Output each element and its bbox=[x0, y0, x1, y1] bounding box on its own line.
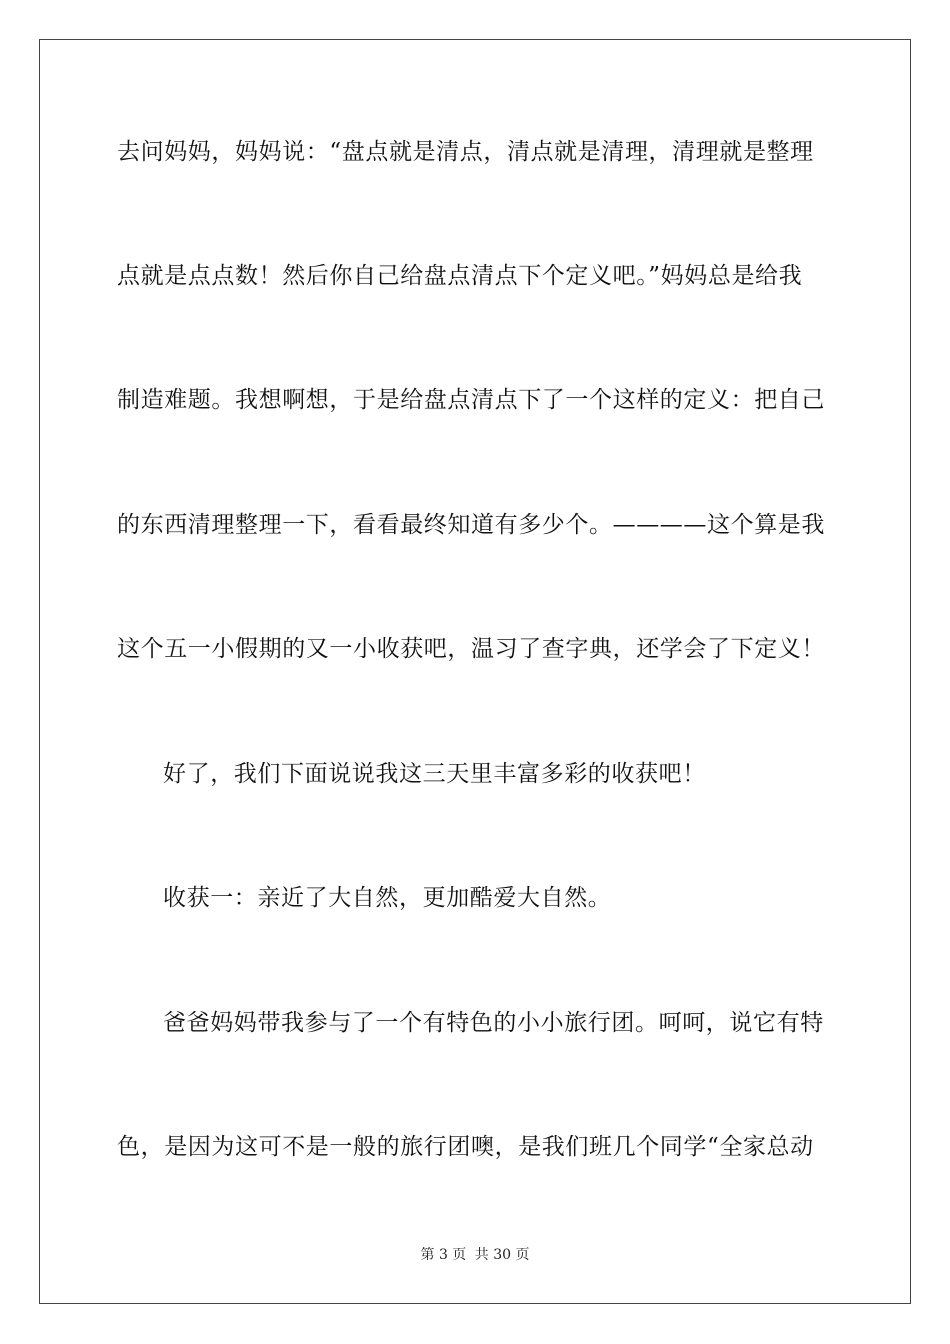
page-number-current: 第 3 页 bbox=[420, 1247, 467, 1263]
paragraph-line-2: 点就是点点数！然后你自己给盘点清点下个定义吧。”妈妈总是给我 bbox=[117, 263, 803, 289]
paragraph-line-4: 的东西清理整理一下，看看最终知道有多少个。————这个算是我 bbox=[117, 512, 825, 538]
paragraph-line-6: 好了，我们下面说说我这三天里丰富多彩的收获吧！ bbox=[163, 761, 706, 787]
paragraph-line-9: 色，是因为这可不是一般的旅行团噢，是我们班几个同学“全家总动 bbox=[117, 1134, 814, 1160]
paragraph-line-1: 去问妈妈，妈妈说：“盘点就是清点，清点就是清理，清理就是整理 bbox=[117, 139, 814, 165]
paragraph-line-5: 这个五一小假期的又一小收获吧，温习了查字典，还学会了下定义！ bbox=[117, 636, 825, 662]
page-footer bbox=[0, 1246, 950, 1264]
paragraph-line-8: 爸爸妈妈带我参与了一个有特色的小小旅行团。呵呵，说它有特 bbox=[163, 1010, 824, 1036]
page-frame bbox=[39, 39, 911, 1304]
paragraph-line-3: 制造难题。我想啊想，于是给盘点清点下了一个这样的定义：把自己 bbox=[117, 387, 825, 413]
page-number-total: 共 30 页 bbox=[474, 1247, 530, 1263]
paragraph-line-7: 收获一：亲近了大自然，更加酷爱大自然。 bbox=[163, 885, 612, 911]
